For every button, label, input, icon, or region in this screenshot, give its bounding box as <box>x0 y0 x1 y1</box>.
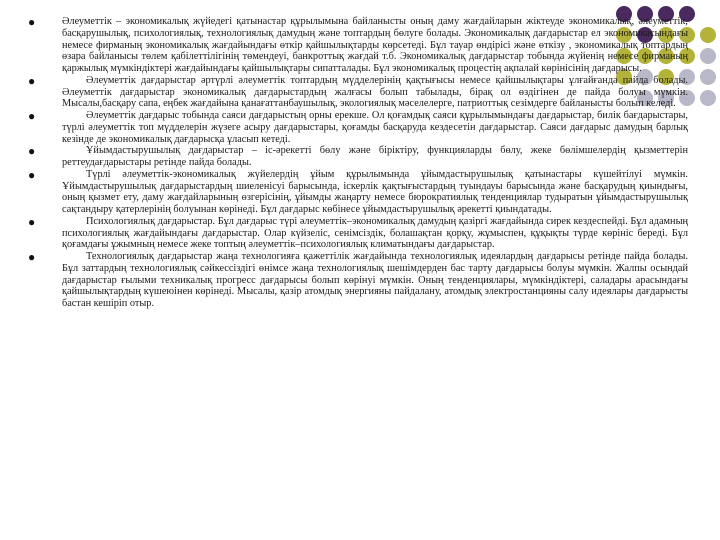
list-item <box>28 16 688 75</box>
paragraph-organizational-relations: Түрлі әлеуметтік-экономикалық жүйелердің ұйым құрылымында ұйымдастырушылық қатынастары күшейтілуі мүмкін. Ұйымдастырушылық дағдарыстардың шиеленісуі барысында, іскерлік қақтығыстардың туындауы барысында және басқарудың қиындығы, оның қызмет ету, даму жағдайларының өзгерісінің, ұйымды жаңарту немесе бюрократиялық тенденциялар тудыратын ұйымдастырушылық сақтандыру қатерлерінің болуынан көрінеді. Бұл дағдарыс көбінесе ұйымдастырушылық әрекетті қиындатады. <box>62 168 688 215</box>
decorative-dot <box>700 90 716 106</box>
paragraph-social-crises: Әлеуметтік дағдарыстар әртүрлі әлеуметтік топтардың мүдделерінің қақтығысы немесе қайшылықтары ұлғайғанда пайда болады. Әлеуметтік дағдарыстар экономикалық дағдарыстардың жалғасы болып табылады, бірақ ол өздігінен де пайда болуы мүмкін. Мысалы,басқару сапа, еңбек жағдайына қанағаттанбаушылық, экологиялық мәселелерге, патриоттық сезімдерге байланысты болып келеді. <box>62 74 688 110</box>
list-item <box>28 216 688 251</box>
bullet-icon: ● <box>28 250 36 264</box>
paragraph-organizational-crises: Ұйымдастырушылық дағдарыстар – іс-әрекетті бөлу және біріктіру, функцияларды бөлу, жеке бөлімшелердің қызметтерін реттеудағдарыстары ретінде пайда болады. <box>62 145 688 168</box>
bullet-icon: ● <box>28 167 36 182</box>
list-item <box>28 75 688 110</box>
list-item <box>28 251 688 310</box>
paragraph-psychological-crises: Психологиялық дағдарыстар. Бұл дағдарыс түрі әлеуметтік–экономикалық дамудың қазіргі жағдайында сирек кездеспейді. Бұл адамның психологиялық жағдайындағы дағдарыстар. Олар күйзеліс, сенімсіздік, болашақтан қорқу, жұмыспен, құқықты түрде көрініс береді. Бұл қоғамдағы ұжымның немесе жеке топтың әлеуметтік–психологиялық климатындағы дағдарыстар. <box>62 215 688 251</box>
decorative-dot <box>700 69 716 85</box>
decorative-dot <box>700 27 716 43</box>
document-body <box>28 16 688 310</box>
bullet-icon: ● <box>28 73 36 88</box>
bullet-icon: ● <box>28 214 36 229</box>
paragraph-technological-crises: Технологиялық дағдарыстар жаңа технологияға қажеттілік жағдайында технологиялық идеялардың дағдарысы ретінде пайда болады. Бұл заттардың технологиялық сәйкессіздігі өнімсе жаңа технологиялық шешімдерден бас тарту дағдарысы болуы мүмкін. Жалпы осындай дағдарыстар ғылыми техникалық прогресс дағдарысы болып көрінуі мүмкін. Оның тенденциялары, мүмкіндіктері, саладары арасындағы қайшылықтардың күшеюінен көрінеді. Мысалы, қазір атомдық энергияны пайдалану, атомдық электростанцияны салу идеялары дағдарысты бастан кешіріп отыр. <box>62 251 688 309</box>
list-item <box>28 145 688 169</box>
paragraph-economic-crises: Әлеуметтік – экономикалық жүйедегі қатынастар құрылымына байланысты оның даму жағдайларын жіктеуде экономикалық, әлеуметтік, басқарушылық, психологиялық, технологиялық дамудың және топтардың бөлуге болады. Экономикалық дағдарыстар ел экономикасындағы немесе фирманың экономикалық жағдайындағы өткір қайшылықтарды көрсетеді. Бұл тауар өндірісі және өткізу , экономикалық топтардың өзара байланысы төлем қабілеттілігінің төмендеуі, банкроттық жағдай т.б. Экономикалық дағдарыстар тобында жүйенің немесе фирманың қаржылық мүмкіндіктері жағдайындағы қайшылықтары сипатталады. Бұл экономикалық процестің ақпалай көрінісінің дағдарысы. <box>62 16 688 74</box>
decorative-dot <box>700 6 716 22</box>
bullet-icon: ● <box>28 15 36 29</box>
decorative-dot <box>700 48 716 64</box>
list-item <box>28 169 688 216</box>
bullet-icon: ● <box>28 144 36 159</box>
paragraph-political-crises: Әлеуметтік дағдарыс тобында саяси дағдарыстың орны ерекше. Ол қоғамдық саяси құрылымындағы дағдарыстар, билік бағдарыстары, түрлі әлеуметтік топ мүдделерін жүзеге асыру дағдарыстары, қоғамды басқаруда кездесетін дағдарыстар. Саяси дағдарыс дамудың барлық кезінде де экономикалық дағдарысқа ұласып кетеді. <box>62 110 688 145</box>
list-item <box>28 110 688 145</box>
bullet-icon: ● <box>28 109 36 123</box>
